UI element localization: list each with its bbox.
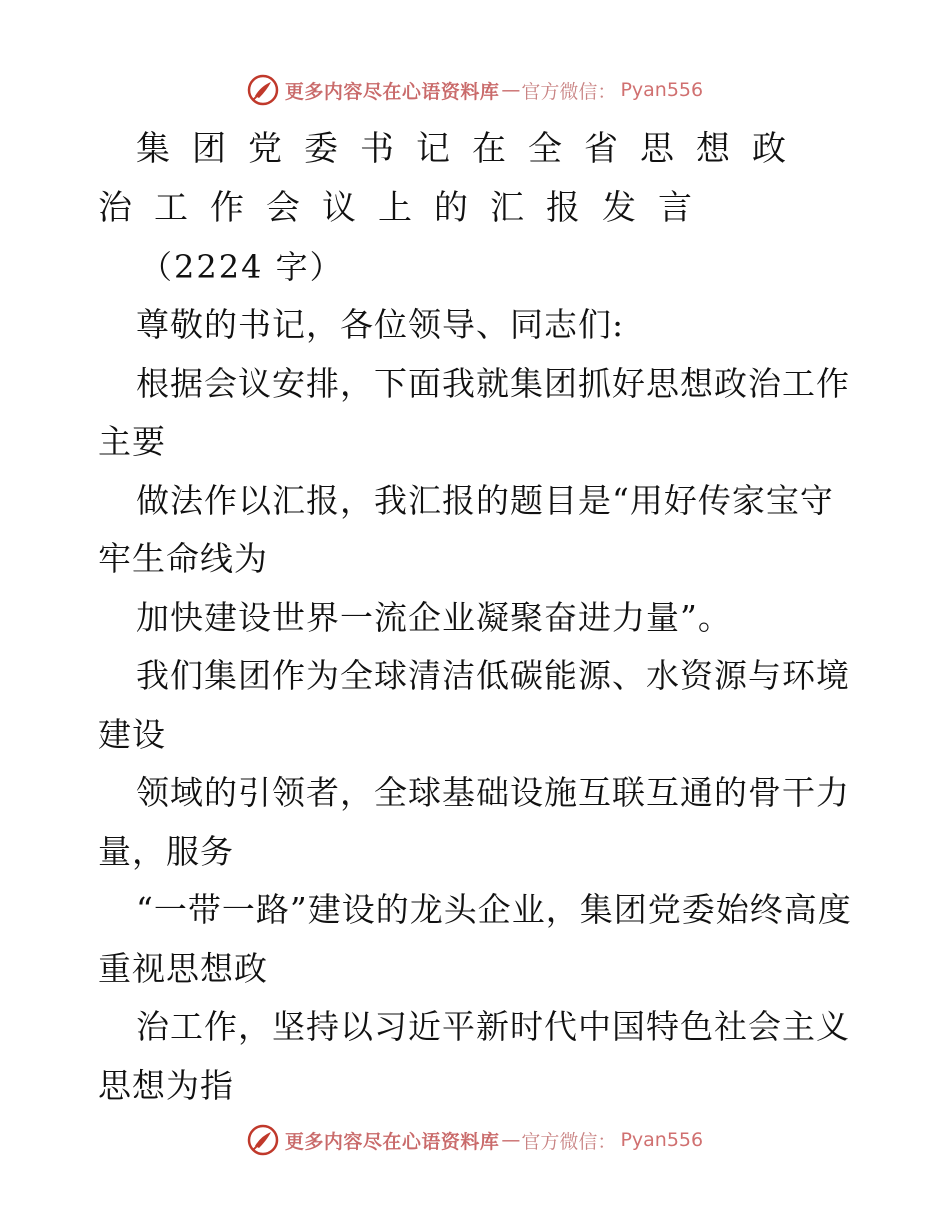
paragraph: 加快建设世界一流企业凝聚奋进力量”。 bbox=[136, 597, 732, 637]
banner-wechat-label: 官方微信： bbox=[521, 80, 617, 103]
header-watermark-banner bbox=[0, 70, 950, 110]
banner-separator: — bbox=[501, 79, 520, 101]
banner-wechat-label: 官方微信： bbox=[521, 1130, 617, 1153]
banner-wechat-id: Pyan556 bbox=[620, 1129, 704, 1151]
document-body bbox=[98, 120, 852, 1115]
paragraph: 领域的引领者，全球基础设施互联互通的骨干力量，服务 bbox=[98, 773, 850, 871]
document-title: 集团党委书记在全省思想政治工作会议上的汇报发言 bbox=[98, 129, 808, 228]
banner-separator: — bbox=[501, 1129, 520, 1151]
paragraph: 治工作，坚持以习近平新时代中国特色社会主义思想为指 bbox=[98, 1007, 850, 1105]
banner-wechat-id: Pyan556 bbox=[620, 79, 704, 101]
paragraph: 根据会议安排，下面我就集团抓好思想政治工作主要 bbox=[98, 363, 850, 461]
banner-brand-text: 更多内容尽在心语资料库 bbox=[284, 80, 500, 103]
paragraph: 我们集团作为全球清洁低碳能源、水资源与环境建设 bbox=[98, 656, 850, 754]
paragraph: “一带一路”建设的龙头企业，集团党委始终高度重视思想政 bbox=[98, 890, 852, 988]
paragraph: 做法作以汇报，我汇报的题目是“用好传家宝守牢生命线为 bbox=[98, 480, 834, 578]
footer-watermark-banner bbox=[0, 1120, 950, 1160]
paragraph: 尊敬的书记，各位领导、同志们: bbox=[136, 305, 625, 344]
banner-brand-text: 更多内容尽在心语资料库 bbox=[284, 1130, 500, 1153]
pen-seal-logo-icon bbox=[247, 74, 279, 106]
word-count: （2224 字） bbox=[140, 248, 344, 286]
pen-seal-logo-icon bbox=[247, 1124, 279, 1156]
